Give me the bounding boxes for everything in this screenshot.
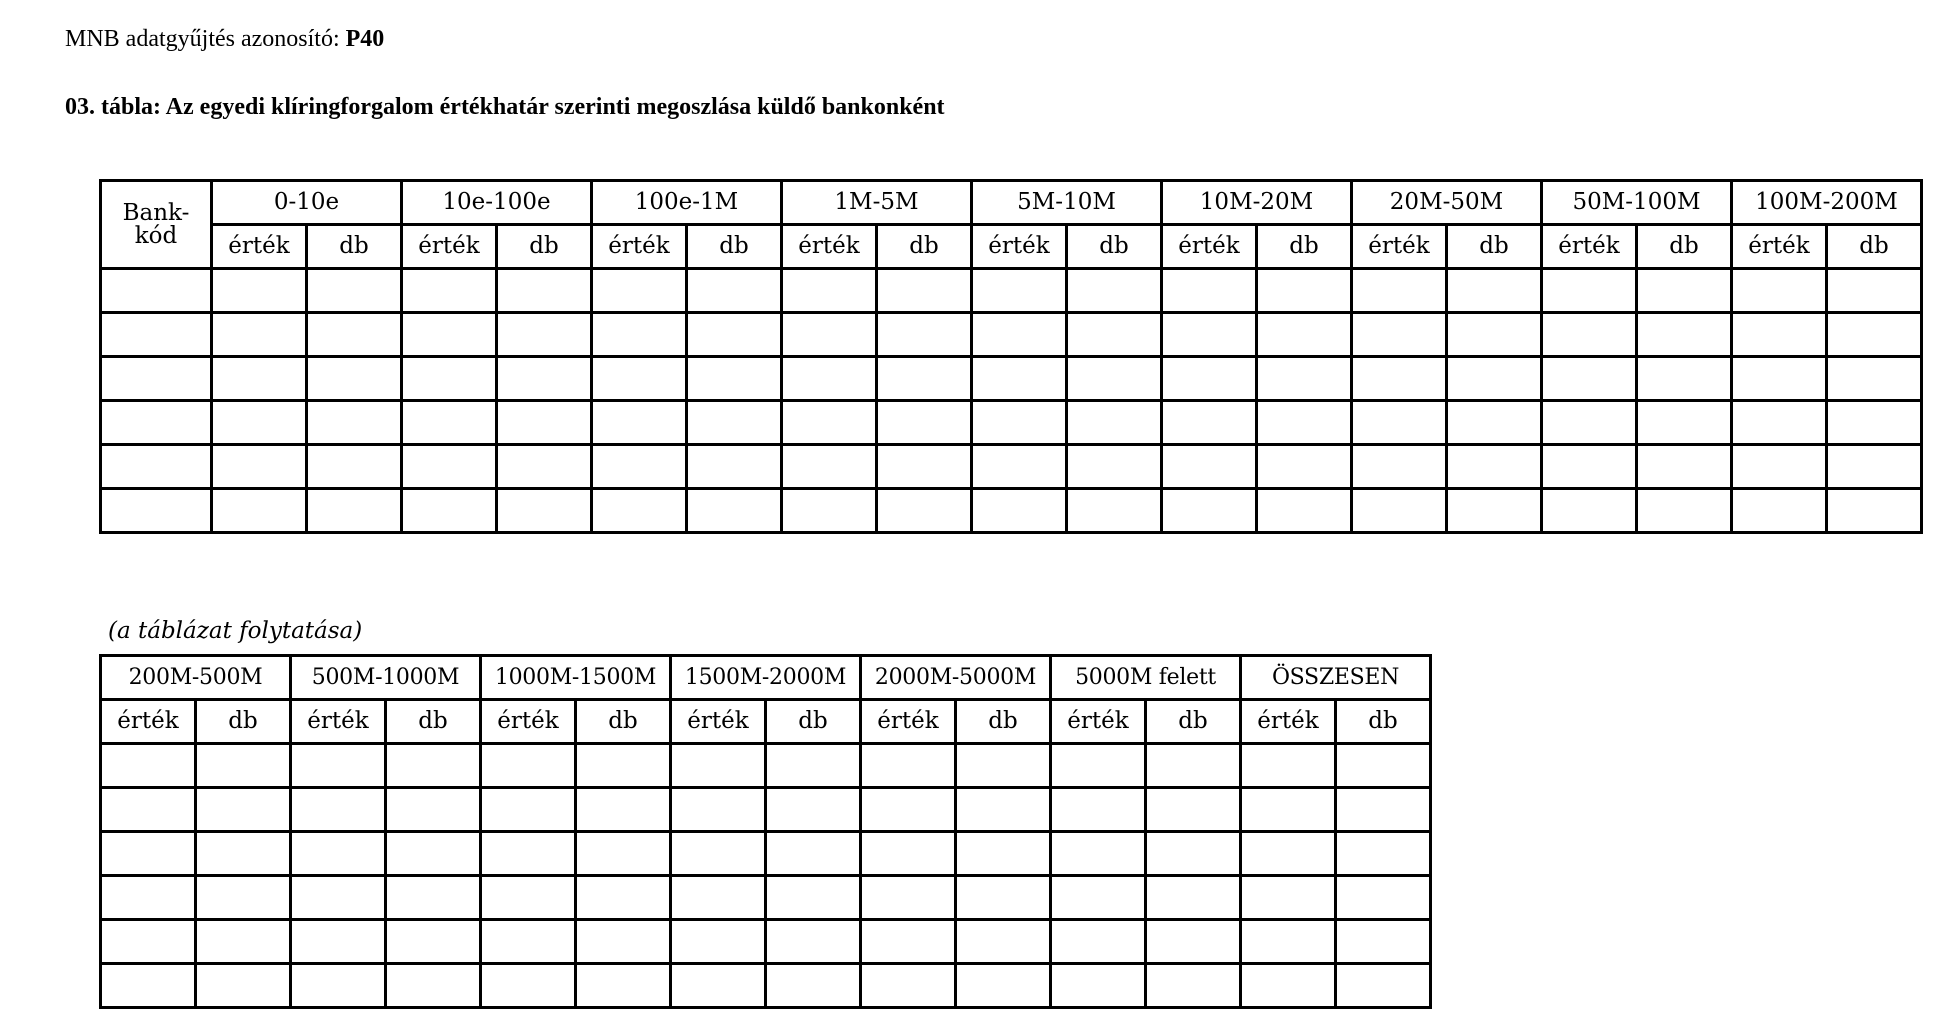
value-col-header: érték xyxy=(1542,225,1637,269)
count-col-header: db xyxy=(687,225,782,269)
table-cell[interactable] xyxy=(1352,313,1447,357)
table-cell[interactable] xyxy=(1637,313,1732,357)
table-cell[interactable] xyxy=(386,832,481,876)
range-header: 10e-100e xyxy=(402,181,592,225)
table-cell[interactable] xyxy=(1732,357,1827,401)
table-cell[interactable] xyxy=(196,964,291,1008)
table-cell[interactable] xyxy=(687,445,782,489)
table-cell[interactable] xyxy=(671,964,766,1008)
table-cell[interactable] xyxy=(576,920,671,964)
table-cell[interactable] xyxy=(1336,744,1431,788)
header-row-ranges xyxy=(101,656,1431,700)
table-cell[interactable] xyxy=(1146,920,1241,964)
table-cell[interactable] xyxy=(1067,445,1162,489)
table-cell[interactable] xyxy=(877,357,972,401)
count-col-header: db xyxy=(1146,700,1241,744)
table-cell[interactable] xyxy=(497,489,592,533)
table-cell[interactable] xyxy=(1336,920,1431,964)
table-cell[interactable] xyxy=(1162,401,1257,445)
table-cell[interactable] xyxy=(101,964,196,1008)
table-cell[interactable] xyxy=(291,832,386,876)
table-cell[interactable] xyxy=(766,744,861,788)
table-cell[interactable] xyxy=(687,357,782,401)
table-cell[interactable] xyxy=(1146,964,1241,1008)
table-cell[interactable] xyxy=(592,489,687,533)
count-col-header: db xyxy=(196,700,291,744)
table-cell[interactable] xyxy=(101,489,212,533)
value-col-header: érték xyxy=(1162,225,1257,269)
table-cell[interactable] xyxy=(671,788,766,832)
table-cell[interactable] xyxy=(481,964,576,1008)
table-cell[interactable] xyxy=(766,964,861,1008)
range-header: 100M-200M xyxy=(1732,181,1922,225)
table-cell[interactable] xyxy=(481,876,576,920)
table-cell[interactable] xyxy=(1146,744,1241,788)
table-row xyxy=(101,832,1431,876)
table-row xyxy=(101,269,1922,313)
table-cell[interactable] xyxy=(101,313,212,357)
count-col-header: db xyxy=(1827,225,1922,269)
table-cell[interactable] xyxy=(877,269,972,313)
table-cell[interactable] xyxy=(212,401,307,445)
table-cell[interactable] xyxy=(481,788,576,832)
table-cell[interactable] xyxy=(196,832,291,876)
range-header: 1500M-2000M xyxy=(671,656,861,700)
table-cell[interactable] xyxy=(1257,489,1352,533)
table-cell[interactable] xyxy=(497,357,592,401)
table-cell[interactable] xyxy=(782,269,877,313)
table-cell[interactable] xyxy=(307,269,402,313)
table-cell[interactable] xyxy=(101,401,212,445)
table-cell[interactable] xyxy=(1051,964,1146,1008)
table-cell[interactable] xyxy=(291,876,386,920)
table-cell[interactable] xyxy=(1352,489,1447,533)
table-cell[interactable] xyxy=(196,744,291,788)
table-cell[interactable] xyxy=(307,445,402,489)
table-cell[interactable] xyxy=(196,876,291,920)
range-header: 200M-500M xyxy=(101,656,291,700)
table-cell[interactable] xyxy=(1637,357,1732,401)
table-cell[interactable] xyxy=(1352,357,1447,401)
table-cell[interactable] xyxy=(877,313,972,357)
table-cell[interactable] xyxy=(1241,964,1336,1008)
value-col-header: érték xyxy=(592,225,687,269)
table-cell[interactable] xyxy=(956,876,1051,920)
table-cell[interactable] xyxy=(861,788,956,832)
table-cell[interactable] xyxy=(1732,445,1827,489)
table-cell[interactable] xyxy=(1732,489,1827,533)
table-cell[interactable] xyxy=(766,788,861,832)
table-cell[interactable] xyxy=(1637,401,1732,445)
value-col-header: érték xyxy=(1352,225,1447,269)
table-cell[interactable] xyxy=(972,269,1067,313)
table-cell[interactable] xyxy=(576,876,671,920)
table-cell[interactable] xyxy=(1257,269,1352,313)
table-cell[interactable] xyxy=(101,832,196,876)
table-cell[interactable] xyxy=(1447,313,1542,357)
table-cell[interactable] xyxy=(576,832,671,876)
table-cell[interactable] xyxy=(101,445,212,489)
table-cell[interactable] xyxy=(956,744,1051,788)
table-cell[interactable] xyxy=(386,964,481,1008)
table-cell[interactable] xyxy=(1352,269,1447,313)
table-cell[interactable] xyxy=(1051,744,1146,788)
value-col-header: érték xyxy=(861,700,956,744)
table-cell[interactable] xyxy=(291,920,386,964)
value-col-header: érték xyxy=(671,700,766,744)
table-cell[interactable] xyxy=(1732,313,1827,357)
table-cell[interactable] xyxy=(101,357,212,401)
table-cell[interactable] xyxy=(101,269,212,313)
table-cell[interactable] xyxy=(1542,489,1637,533)
table-cell[interactable] xyxy=(1542,445,1637,489)
table-cell[interactable] xyxy=(1542,401,1637,445)
table-cell[interactable] xyxy=(861,964,956,1008)
table-cell[interactable] xyxy=(1067,489,1162,533)
table-cell[interactable] xyxy=(972,489,1067,533)
table-cell[interactable] xyxy=(1336,788,1431,832)
table-cell[interactable] xyxy=(212,313,307,357)
table-cell[interactable] xyxy=(576,744,671,788)
table-cell[interactable] xyxy=(1051,876,1146,920)
collection-id-label: MNB adatgyűjtés azonosító: xyxy=(65,26,340,52)
table-cell[interactable] xyxy=(1241,832,1336,876)
table-cell[interactable] xyxy=(402,401,497,445)
table-cell[interactable] xyxy=(386,744,481,788)
value-col-header: érték xyxy=(1241,700,1336,744)
table-cell[interactable] xyxy=(1162,489,1257,533)
table-cell[interactable] xyxy=(1051,788,1146,832)
table-cell[interactable] xyxy=(1447,445,1542,489)
table-cell[interactable] xyxy=(481,920,576,964)
table-cell[interactable] xyxy=(402,269,497,313)
table-cell[interactable] xyxy=(1162,313,1257,357)
table-row xyxy=(101,744,1431,788)
value-col-header: érték xyxy=(1051,700,1146,744)
count-col-header: db xyxy=(497,225,592,269)
table-cell[interactable] xyxy=(1542,269,1637,313)
table-cell[interactable] xyxy=(1051,832,1146,876)
table-cell[interactable] xyxy=(1827,489,1922,533)
value-col-header: érték xyxy=(101,700,196,744)
table-cell[interactable] xyxy=(592,269,687,313)
table-cell[interactable] xyxy=(877,401,972,445)
value-col-header: érték xyxy=(402,225,497,269)
table-cell[interactable] xyxy=(1241,920,1336,964)
count-col-header: db xyxy=(877,225,972,269)
table-cell[interactable] xyxy=(766,920,861,964)
bank-code-label-2: kód xyxy=(134,222,178,249)
table-cell[interactable] xyxy=(782,489,877,533)
range-header: 0-10e xyxy=(212,181,402,225)
table-cell[interactable] xyxy=(1447,357,1542,401)
count-col-header: db xyxy=(766,700,861,744)
table-cell[interactable] xyxy=(1146,788,1241,832)
count-col-header: db xyxy=(576,700,671,744)
table-cell[interactable] xyxy=(592,401,687,445)
table-cell[interactable] xyxy=(972,357,1067,401)
count-col-header: db xyxy=(1447,225,1542,269)
table-cell[interactable] xyxy=(1732,269,1827,313)
table-cell[interactable] xyxy=(481,832,576,876)
table-cell[interactable] xyxy=(687,401,782,445)
table-cell[interactable] xyxy=(1146,876,1241,920)
table-cell[interactable] xyxy=(1336,964,1431,1008)
table-cell[interactable] xyxy=(972,445,1067,489)
table-cell[interactable] xyxy=(877,445,972,489)
table-cell[interactable] xyxy=(1241,744,1336,788)
count-col-header: db xyxy=(386,700,481,744)
table-cell[interactable] xyxy=(782,445,877,489)
table-cell[interactable] xyxy=(1336,832,1431,876)
table-cell[interactable] xyxy=(1542,357,1637,401)
table-cell[interactable] xyxy=(402,445,497,489)
table-cell[interactable] xyxy=(1241,876,1336,920)
table-cell[interactable] xyxy=(101,920,196,964)
table-cell[interactable] xyxy=(782,313,877,357)
table-cell[interactable] xyxy=(212,489,307,533)
range-header: 100e-1M xyxy=(592,181,782,225)
bank-code-label-1: Bank- xyxy=(122,199,190,226)
count-col-header: db xyxy=(1336,700,1431,744)
value-col-header: érték xyxy=(291,700,386,744)
table-cell[interactable] xyxy=(497,401,592,445)
header-row-subcols xyxy=(101,225,1922,269)
value-col-header: érték xyxy=(481,700,576,744)
table-cell[interactable] xyxy=(576,964,671,1008)
table-cell[interactable] xyxy=(1067,401,1162,445)
table-cell[interactable] xyxy=(861,920,956,964)
table-cell[interactable] xyxy=(1257,313,1352,357)
table-cell[interactable] xyxy=(497,313,592,357)
table-row xyxy=(101,920,1431,964)
range-header: 2000M-5000M xyxy=(861,656,1051,700)
table-cell[interactable] xyxy=(861,744,956,788)
table-cell[interactable] xyxy=(592,445,687,489)
table-cell[interactable] xyxy=(671,920,766,964)
table-cell[interactable] xyxy=(1162,445,1257,489)
table-cell[interactable] xyxy=(1732,401,1827,445)
table-cell[interactable] xyxy=(497,445,592,489)
range-header: 1000M-1500M xyxy=(481,656,671,700)
table-cell[interactable] xyxy=(1637,445,1732,489)
table-row xyxy=(101,401,1922,445)
table-cell[interactable] xyxy=(1637,489,1732,533)
range-header: 500M-1000M xyxy=(291,656,481,700)
table-cell[interactable] xyxy=(592,357,687,401)
value-col-header: érték xyxy=(972,225,1067,269)
value-col-header: érték xyxy=(782,225,877,269)
table-cell[interactable] xyxy=(196,788,291,832)
range-header: 1M-5M xyxy=(782,181,972,225)
table-title: 03. tábla: Az egyedi klíringforgalom értékhatár szerinti megoszlása küldő bankonként xyxy=(65,94,945,120)
continuation-note: (a táblázat folytatása) xyxy=(108,618,363,644)
table-cell[interactable] xyxy=(592,313,687,357)
table-row xyxy=(101,876,1431,920)
table-cell[interactable] xyxy=(956,832,1051,876)
table-cell[interactable] xyxy=(497,269,592,313)
table-cell[interactable] xyxy=(861,876,956,920)
table-cell[interactable] xyxy=(196,920,291,964)
table-cell[interactable] xyxy=(291,964,386,1008)
table-cell[interactable] xyxy=(687,489,782,533)
table-cell[interactable] xyxy=(1827,401,1922,445)
table-cell[interactable] xyxy=(1067,357,1162,401)
table-cell[interactable] xyxy=(1827,445,1922,489)
table-row xyxy=(101,788,1431,832)
range-header: 20M-50M xyxy=(1352,181,1542,225)
clearing-table-main xyxy=(99,179,1923,534)
table-cell[interactable] xyxy=(1447,489,1542,533)
table-cell[interactable] xyxy=(877,489,972,533)
count-col-header: db xyxy=(1067,225,1162,269)
table-cell[interactable] xyxy=(307,401,402,445)
table-cell[interactable] xyxy=(212,357,307,401)
table-cell[interactable] xyxy=(782,357,877,401)
table-cell[interactable] xyxy=(307,313,402,357)
table-cell[interactable] xyxy=(291,744,386,788)
bank-code-header xyxy=(101,181,212,269)
table-cell[interactable] xyxy=(481,744,576,788)
table-cell[interactable] xyxy=(956,788,1051,832)
table-cell[interactable] xyxy=(1637,269,1732,313)
range-header: 10M-20M xyxy=(1162,181,1352,225)
table-cell[interactable] xyxy=(1542,313,1637,357)
table-cell[interactable] xyxy=(1827,357,1922,401)
table-cell[interactable] xyxy=(307,489,402,533)
table-cell[interactable] xyxy=(1447,269,1542,313)
table-cell[interactable] xyxy=(1352,401,1447,445)
table-cell[interactable] xyxy=(402,489,497,533)
header-row-ranges xyxy=(101,181,1922,225)
clearing-table-continuation xyxy=(99,654,1432,1009)
table-cell[interactable] xyxy=(1162,357,1257,401)
table-cell[interactable] xyxy=(101,788,196,832)
table-cell[interactable] xyxy=(576,788,671,832)
table-cell[interactable] xyxy=(101,876,196,920)
count-col-header: db xyxy=(307,225,402,269)
table-cell[interactable] xyxy=(212,269,307,313)
table-row xyxy=(101,357,1922,401)
table-cell[interactable] xyxy=(972,313,1067,357)
table-cell[interactable] xyxy=(671,832,766,876)
table-cell[interactable] xyxy=(1067,313,1162,357)
table-row xyxy=(101,313,1922,357)
table-cell[interactable] xyxy=(1162,269,1257,313)
value-col-header: érték xyxy=(1732,225,1827,269)
count-col-header: db xyxy=(1257,225,1352,269)
table-cell[interactable] xyxy=(1146,832,1241,876)
table-cell[interactable] xyxy=(782,401,877,445)
table-cell[interactable] xyxy=(861,832,956,876)
table-cell[interactable] xyxy=(402,313,497,357)
table-cell[interactable] xyxy=(766,876,861,920)
table-cell[interactable] xyxy=(687,313,782,357)
table-row xyxy=(101,445,1922,489)
table-cell[interactable] xyxy=(956,920,1051,964)
table-cell[interactable] xyxy=(671,744,766,788)
table-cell[interactable] xyxy=(766,832,861,876)
range-header: 5M-10M xyxy=(972,181,1162,225)
table-row xyxy=(101,964,1431,1008)
value-col-header: érték xyxy=(212,225,307,269)
table-cell[interactable] xyxy=(687,269,782,313)
table-cell[interactable] xyxy=(956,964,1051,1008)
table-cell[interactable] xyxy=(1257,357,1352,401)
table-cell[interactable] xyxy=(972,401,1067,445)
range-header: 5000M felett xyxy=(1051,656,1241,700)
table-cell[interactable] xyxy=(386,876,481,920)
collection-id-line xyxy=(65,26,384,53)
table-cell[interactable] xyxy=(1352,445,1447,489)
table-cell[interactable] xyxy=(291,788,386,832)
table-row xyxy=(101,489,1922,533)
table-cell[interactable] xyxy=(1336,876,1431,920)
table-cell[interactable] xyxy=(1827,313,1922,357)
table-cell[interactable] xyxy=(307,357,402,401)
table-cell[interactable] xyxy=(386,920,481,964)
header-row-subcols xyxy=(101,700,1431,744)
table-cell[interactable] xyxy=(1067,269,1162,313)
range-header: 50M-100M xyxy=(1542,181,1732,225)
table-cell[interactable] xyxy=(1257,445,1352,489)
table-cell[interactable] xyxy=(671,876,766,920)
table-cell[interactable] xyxy=(101,744,196,788)
count-col-header: db xyxy=(1637,225,1732,269)
collection-id-code: P40 xyxy=(345,26,385,52)
table-cell[interactable] xyxy=(1257,401,1352,445)
table-cell[interactable] xyxy=(1241,788,1336,832)
table-cell[interactable] xyxy=(386,788,481,832)
count-col-header: db xyxy=(956,700,1051,744)
table-cell[interactable] xyxy=(1051,920,1146,964)
table-cell[interactable] xyxy=(402,357,497,401)
range-header: ÖSSZESEN xyxy=(1241,656,1431,700)
table-cell[interactable] xyxy=(1447,401,1542,445)
table-cell[interactable] xyxy=(212,445,307,489)
table-cell[interactable] xyxy=(1827,269,1922,313)
